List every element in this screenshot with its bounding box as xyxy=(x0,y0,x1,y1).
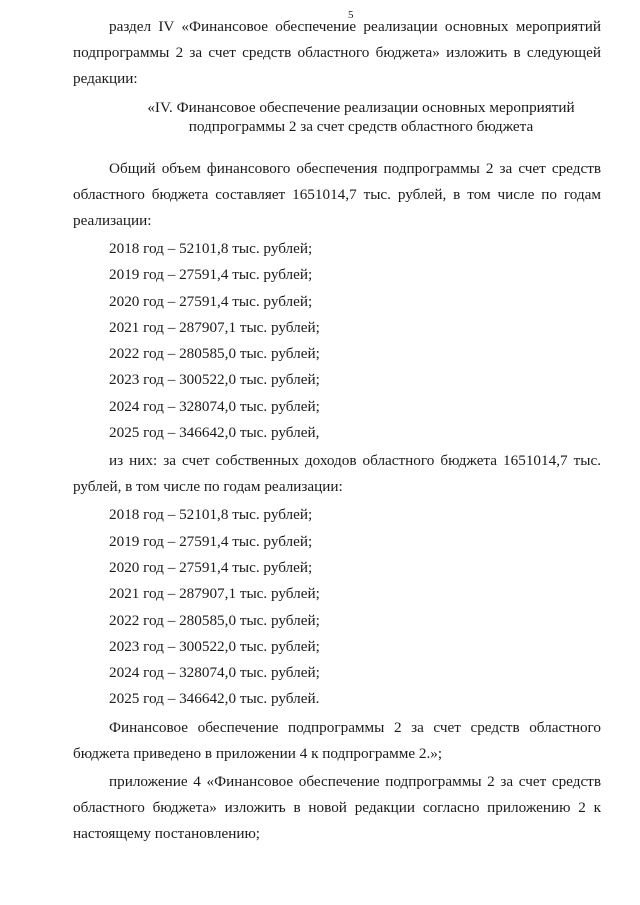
list-item: 2019 год – 27591,4 тыс. рублей; xyxy=(109,532,313,550)
list-item: 2019 год – 27591,4 тыс. рублей; xyxy=(109,266,313,284)
final-paragraph: приложение 4 «Финансовое обеспечение подпрограммы 2 за счет средств областного бюджета» изложить в новой редакции согласно приложению 2 к настоящему постановлению; xyxy=(73,772,601,842)
total-funding-by-year-list xyxy=(73,236,601,446)
appendix-reference-paragraph: Финансовое обеспечение подпрограммы 2 за счет средств областного бюджета приведено в приложении 4 к подпрограмме 2.»; xyxy=(73,718,601,762)
section-heading-line-1: «IV. Финансовое обеспечение реализации основных мероприятий xyxy=(147,99,575,116)
list-item: 2024 год – 328074,0 тыс. рублей; xyxy=(109,397,320,415)
list-item: 2020 год – 27591,4 тыс. рублей; xyxy=(109,558,313,576)
list-item: 2023 год – 300522,0 тыс. рублей; xyxy=(109,371,320,389)
own-revenue-paragraph: из них: за счет собственных доходов областного бюджета 1651014,7 тыс. рублей, в том числе по годам реализации: xyxy=(73,452,601,496)
list-item: 2018 год – 52101,8 тыс. рублей; xyxy=(109,240,313,257)
list-item: 2018 год – 52101,8 тыс. рублей; xyxy=(109,506,313,524)
section-heading-line-2: подпрограммы 2 за счет средств областного бюджета xyxy=(188,118,534,135)
list-item: 2025 год – 346642,0 тыс. рублей. xyxy=(109,690,320,708)
list-item: 2020 год – 27591,4 тыс. рублей; xyxy=(109,292,313,310)
list-item: 2021 год – 287907,1 тыс. рублей; xyxy=(109,585,320,603)
page-number: 5 xyxy=(348,9,354,21)
list-item: 2025 год – 346642,0 тыс. рублей, xyxy=(109,424,320,442)
intro-paragraph: раздел IV «Финансовое обеспечение реализации основных мероприятий подпрограммы 2 за счет средств областного бюджета» изложить в следующей редакции: xyxy=(73,18,601,87)
list-item: 2022 год – 280585,0 тыс. рублей; xyxy=(109,611,320,629)
own-revenue-by-year-list xyxy=(73,502,601,712)
document-body xyxy=(73,14,601,847)
list-item: 2023 год – 300522,0 тыс. рублей; xyxy=(109,637,320,655)
list-item: 2021 год – 287907,1 тыс. рублей; xyxy=(109,318,320,336)
total-funding-paragraph: Общий объем финансового обеспечения подпрограммы 2 за счет средств областного бюджета составляет 1651014,7 тыс. рублей, в том числе по годам реализации: xyxy=(73,160,601,229)
list-item: 2022 год – 280585,0 тыс. рублей; xyxy=(109,345,320,363)
section-heading xyxy=(73,98,601,136)
list-item: 2024 год – 328074,0 тыс. рублей; xyxy=(109,664,320,682)
